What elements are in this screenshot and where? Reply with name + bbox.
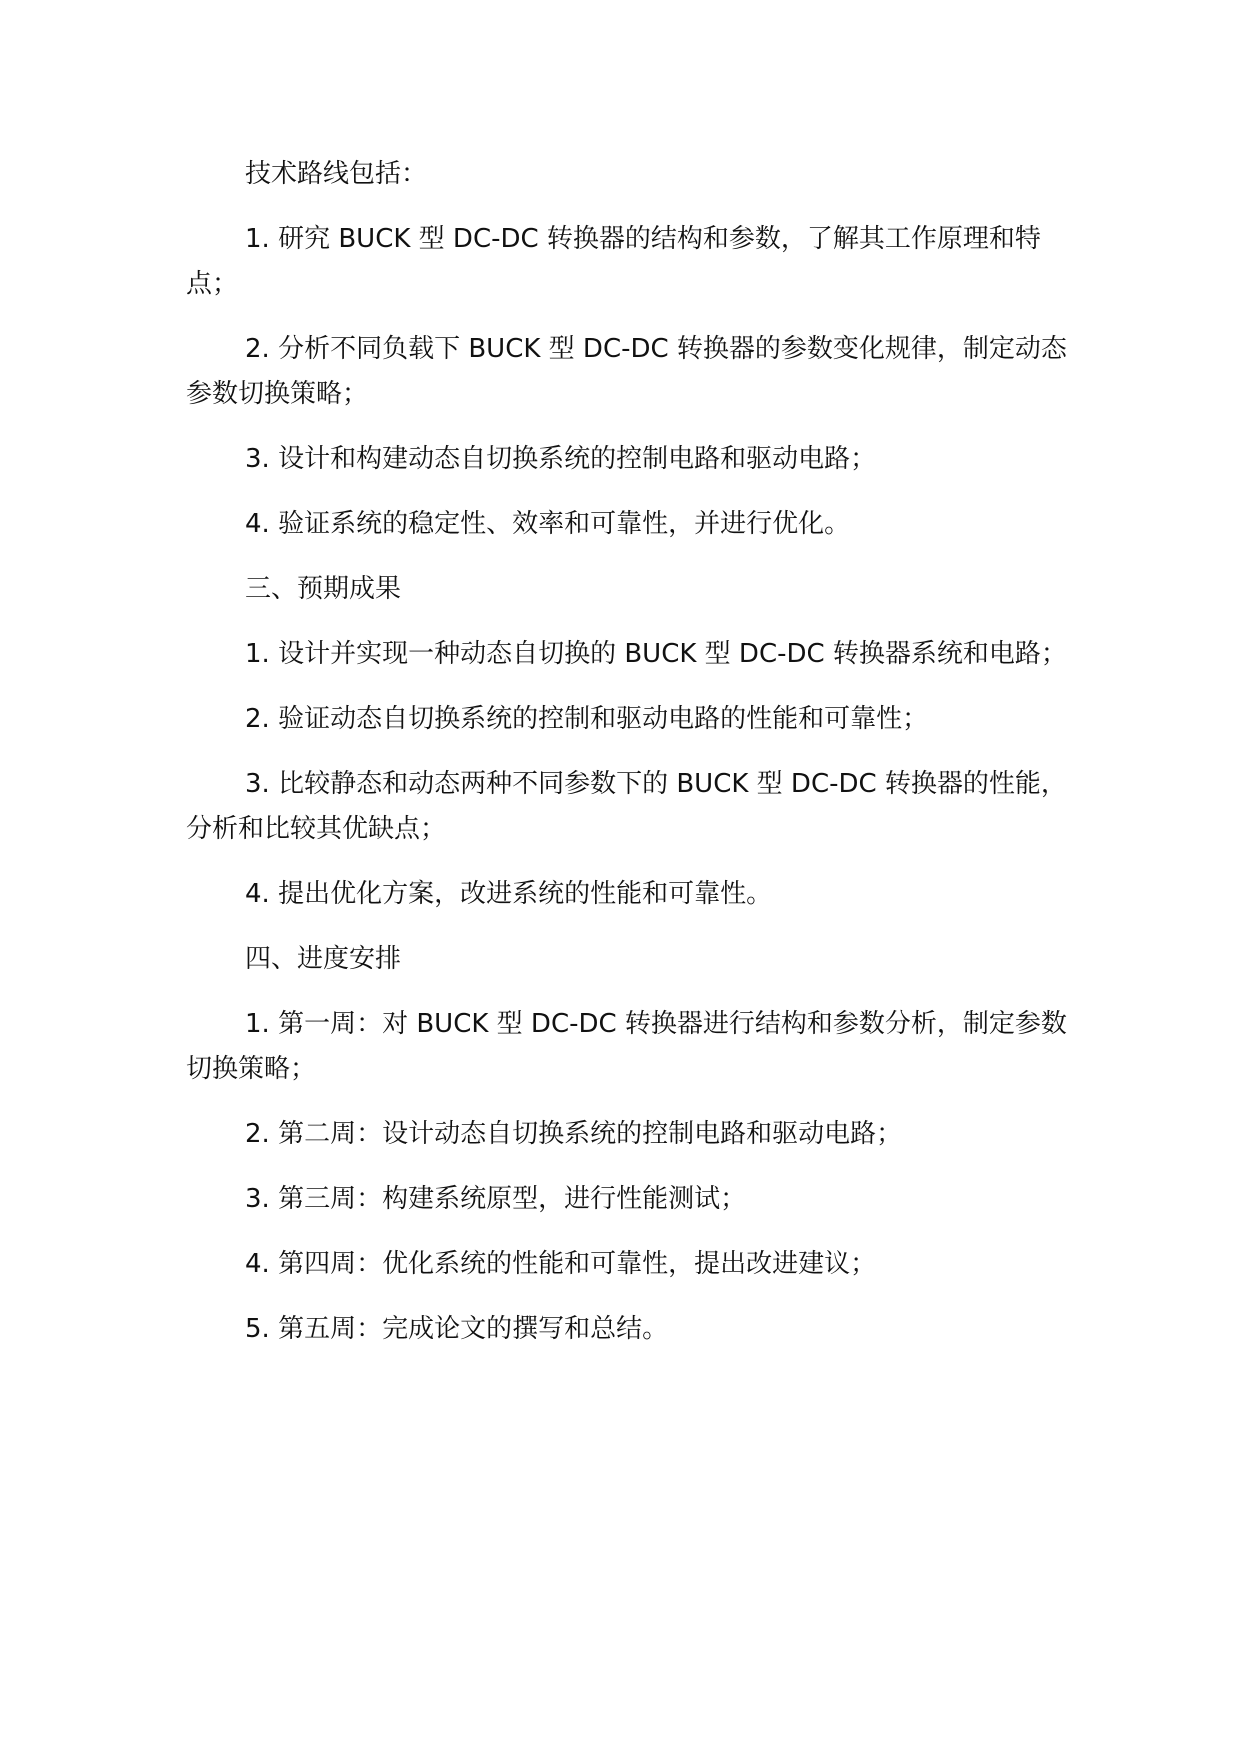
schedule-item-week-5: 5. 第五周：完成论文的撰写和总结。 [245,1314,669,1344]
expected-result-item-4: 4. 提出优化方案，改进系统的性能和可靠性。 [245,879,773,909]
technical-route-intro: 技术路线包括： [245,159,428,189]
expected-result-item-3: 3. 比较静态和动态两种不同参数下的 BUCK 型 DC-DC 转换器的性能，分析和比较其优缺点； [186,769,1067,844]
document-body [186,152,1086,1372]
expected-result-item-2: 2. 验证动态自切换系统的控制和驱动电路的性能和可靠性； [245,704,929,734]
expected-result-item-1: 1. 设计并实现一种动态自切换的 BUCK 型 DC-DC 转换器系统和电路； [245,639,1067,669]
technical-route-item-2: 2. 分析不同负载下 BUCK 型 DC-DC 转换器的参数变化规律，制定动态参数切换策略； [186,334,1067,409]
schedule-item-week-2: 2. 第二周：设计动态自切换系统的控制电路和驱动电路； [245,1119,903,1149]
schedule-item-week-4: 4. 第四周：优化系统的性能和可靠性，提出改进建议； [245,1249,877,1279]
technical-route-item-4: 4. 验证系统的稳定性、效率和可靠性，并进行优化。 [245,509,851,539]
schedule-item-week-1: 1. 第一周：对 BUCK 型 DC-DC 转换器进行结构和参数分析，制定参数切换策略； [186,1009,1067,1084]
section-heading-expected-results: 三、预期成果 [245,574,402,604]
schedule-item-week-3: 3. 第三周：构建系统原型，进行性能测试； [245,1184,747,1214]
technical-route-item-1: 1. 研究 BUCK 型 DC-DC 转换器的结构和参数，了解其工作原理和特点； [186,224,1041,299]
section-heading-schedule: 四、进度安排 [245,944,402,974]
technical-route-item-3: 3. 设计和构建动态自切换系统的控制电路和驱动电路； [245,444,877,474]
